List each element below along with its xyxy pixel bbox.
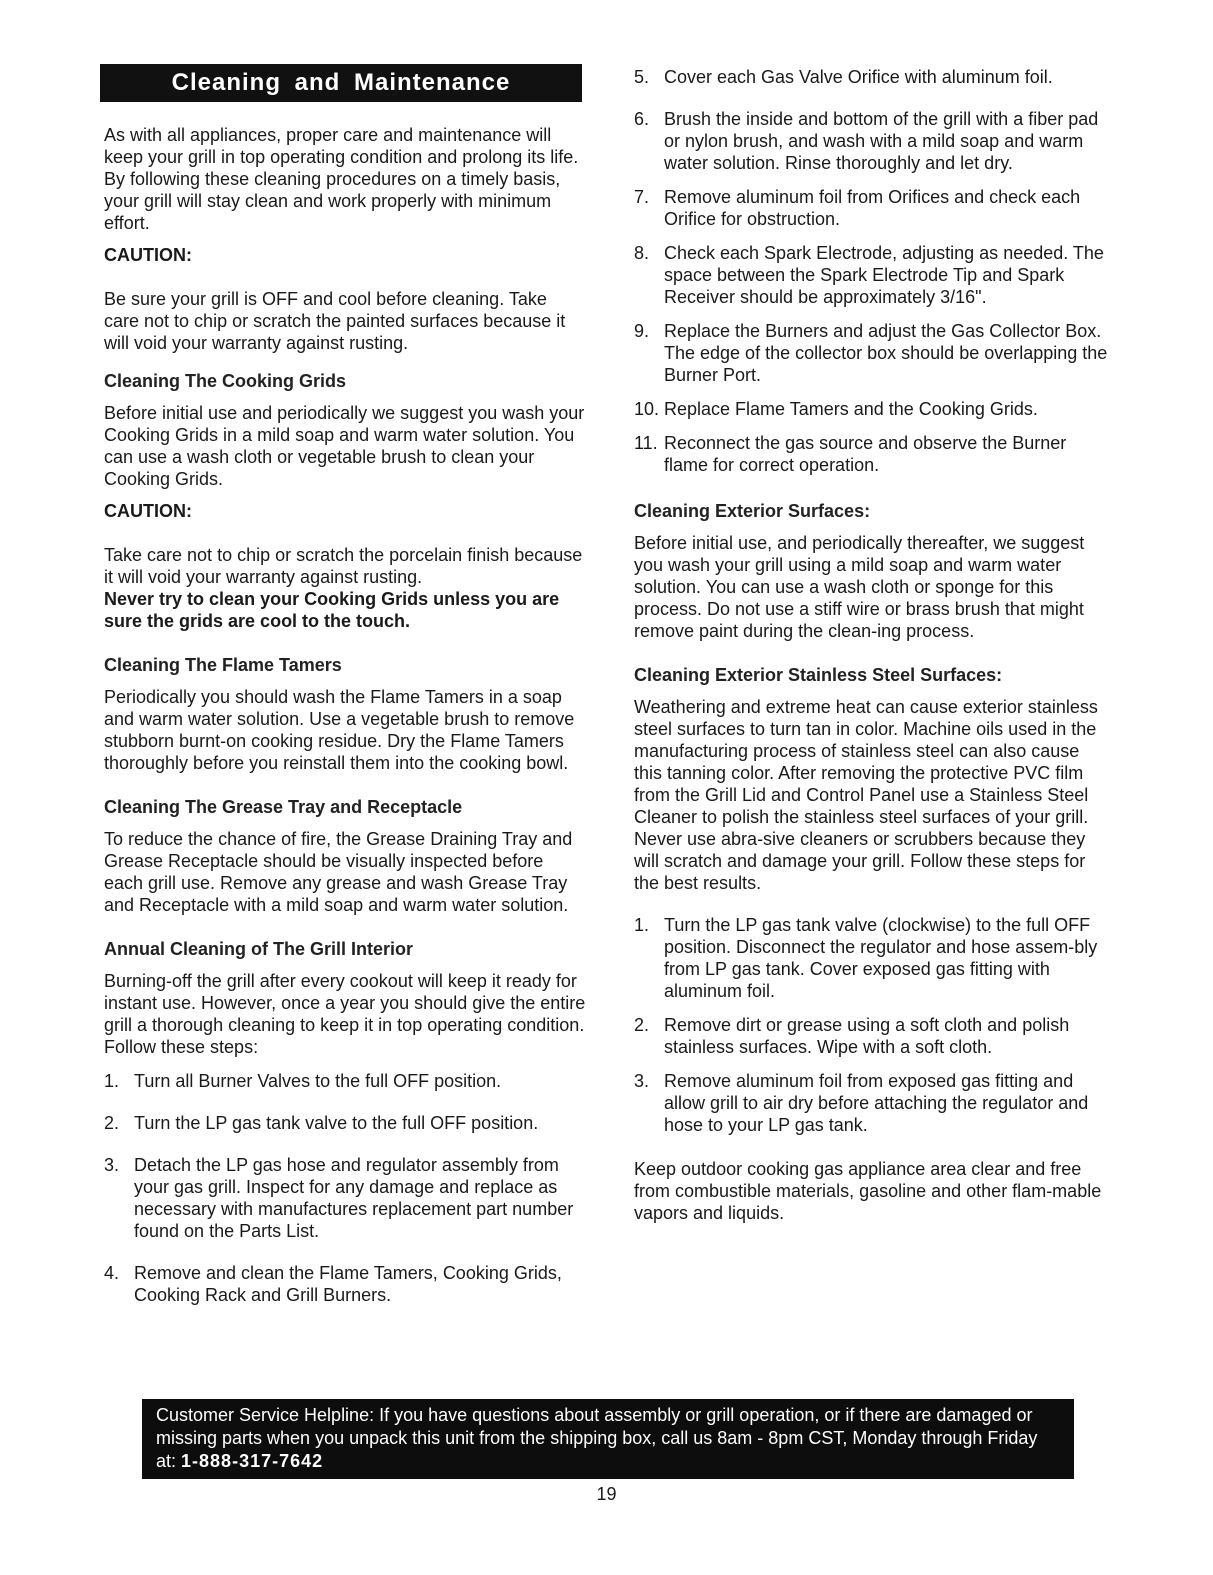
step-number: 1. [634,915,650,935]
step-number: 3. [104,1155,120,1175]
step-number: 7. [634,187,650,207]
list-item [634,186,1109,230]
step-number: 6. [634,109,650,129]
section-heading-exterior: Cleaning Exterior Surfaces: [634,501,871,521]
step-number: 2. [104,1113,120,1133]
page-number: 19 [596,1484,617,1504]
list-item [634,320,1109,386]
list-item [634,914,1109,1002]
step-number: 4. [104,1263,120,1283]
customer-service-banner [142,1399,1074,1479]
step-text: Cover each Gas Valve Orifice with aluminum foil. [664,67,1053,87]
list-item [634,398,1109,420]
step-text: Detach the LP gas hose and regulator assembly from your gas grill. Inspect for any damage and replace as necessary with manufactures replacement part number found on the Parts List. [134,1155,574,1241]
helpline-text: If you have questions about assembly or grill operation, or if there are damaged or missing parts when you unpack this unit from the shipping box, call us 8am - 8pm CST, Monday through Friday at: [156,1405,1038,1471]
grids-caution-text: Take care not to chip or scratch the porcelain finish because it will void your warranty against rusting. [104,545,583,587]
left-column [104,64,586,1306]
step-text: Turn the LP gas tank valve (clockwise) to the full OFF position. Disconnect the regulator and hose assem-bly from LP gas tank. Cover exposed gas fitting with aluminum foil. [664,915,1098,1001]
step-text: Brush the inside and bottom of the grill with a fiber pad or nylon brush, and wash with a mild soap and warm water solution. Rinse thoroughly and let dry. [664,109,1099,173]
right-column [634,66,1109,1224]
step-text: Remove and clean the Flame Tamers, Cooking Grids, Cooking Rack and Grill Burners. [134,1263,562,1305]
list-item [634,432,1109,476]
step-number: 2. [634,1015,650,1035]
section-heading-grease: Cleaning The Grease Tray and Receptacle [104,797,463,817]
page-title: Cleaning and Maintenance [100,64,582,102]
step-number: 1. [104,1071,120,1091]
helpline-label: Customer Service Helpline: [156,1405,375,1425]
step-number: 9. [634,321,650,341]
helpline-phone: 1-888-317-7642 [181,1451,324,1471]
caution-label: CAUTION: [104,245,192,265]
section-heading-tamers: Cleaning The Flame Tamers [104,655,342,675]
closing-paragraph: Keep outdoor cooking gas appliance area clear and free from combustible materials, gasoline and other flam-mable vapors and liquids. [634,1159,1102,1223]
step-number: 8. [634,243,650,263]
grids-warning: Never try to clean your Cooking Grids unless you are sure the grids are cool to the touch. [104,589,560,631]
step-number: 10. [634,399,660,419]
list-item [104,1112,586,1134]
exterior-paragraph: Before initial use, and periodically thereafter, we suggest you wash your grill using a mild soap and warm water solution. You can use a wash cloth or sponge for this process. Do not use a stiff wire or brass brush that might remove paint during the clean-ing process. [634,533,1085,641]
list-item [634,66,1109,88]
caution-label: CAUTION: [104,501,192,521]
caution-text: Be sure your grill is OFF and cool before cleaning. Take care not to chip or scratch the painted surfaces because it will void your warranty against rusting. [104,289,566,353]
list-item [634,108,1109,174]
step-text: Remove aluminum foil from Orifices and check each Orifice for obstruction. [664,187,1081,229]
step-number: 5. [634,67,650,87]
list-item [104,1070,586,1092]
grease-paragraph: To reduce the chance of fire, the Grease Draining Tray and Grease Receptacle should be visually inspected before each grill use. Remove any grease and wash Grease Tray and Receptacle with a mild soap and warm water solution. [104,829,573,915]
step-text: Replace the Burners and adjust the Gas Collector Box. The edge of the collector box should be overlapping the Burner Port. [664,321,1108,385]
list-item [634,1014,1109,1058]
step-number: 11. [634,433,658,453]
step-text: Replace Flame Tamers and the Cooking Grids. [664,399,1038,419]
tamers-paragraph: Periodically you should wash the Flame Tamers in a soap and warm water solution. Use a vegetable brush to remove stubborn burnt-on cooking residue. Dry the Flame Tamers thoroughly before you reinstall them into the cooking bowl. [104,687,575,773]
stainless-paragraph: Weathering and extreme heat can cause exterior stainless steel surfaces to turn tan in color. Machine oils used in the manufacturing process of stainless steel can also cause this tanning color. After removing the protective PVC film from the Grill Lid and Control Panel use a Stainless Steel Cleaner to polish the stainless steel surfaces of your grill. Never use abra-sive cleaners or scrubbers because they will scratch and damage your grill. Follow these steps for the best results. [634,697,1098,893]
list-item [104,1154,586,1242]
step-text: Remove aluminum foil from exposed gas fitting and allow grill to air dry before attaching the regulator and hose to your LP gas tank. [664,1071,1089,1135]
step-text: Remove dirt or grease using a soft cloth and polish stainless surfaces. Wipe with a soft cloth. [664,1015,1070,1057]
step-text: Turn all Burner Valves to the full OFF position. [134,1071,502,1091]
list-item [634,242,1109,308]
section-heading-annual: Annual Cleaning of The Grill Interior [104,939,414,959]
step-number: 3. [634,1071,650,1091]
intro-paragraph: As with all appliances, proper care and maintenance will keep your grill in top operating condition and prolong its life. By following these cleaning procedures on a timely basis, your grill will stay clean and work properly with minimum effort. [104,125,579,233]
grids-paragraph: Before initial use and periodically we suggest you wash your Cooking Grids in a mild soap and warm water solution. You can use a wash cloth or vegetable brush to clean your Cooking Grids. [104,403,585,489]
list-item [104,1262,586,1306]
list-item [634,1070,1109,1136]
step-text: Reconnect the gas source and observe the Burner flame for correct operation. [664,433,1067,475]
step-text: Turn the LP gas tank valve to the full OFF position. [134,1113,539,1133]
section-heading-stainless: Cleaning Exterior Stainless Steel Surfaces: [634,665,1003,685]
step-text: Check each Spark Electrode, adjusting as needed. The space between the Spark Electrode Tip and Spark Receiver should be approximately 3/16". [664,243,1104,307]
annual-paragraph: Burning-off the grill after every cookout will keep it ready for instant use. However, once a year you should give the entire grill a thorough cleaning to keep it in top operating condition. Follow these steps: [104,971,586,1057]
section-heading-grids: Cleaning The Cooking Grids [104,371,347,391]
